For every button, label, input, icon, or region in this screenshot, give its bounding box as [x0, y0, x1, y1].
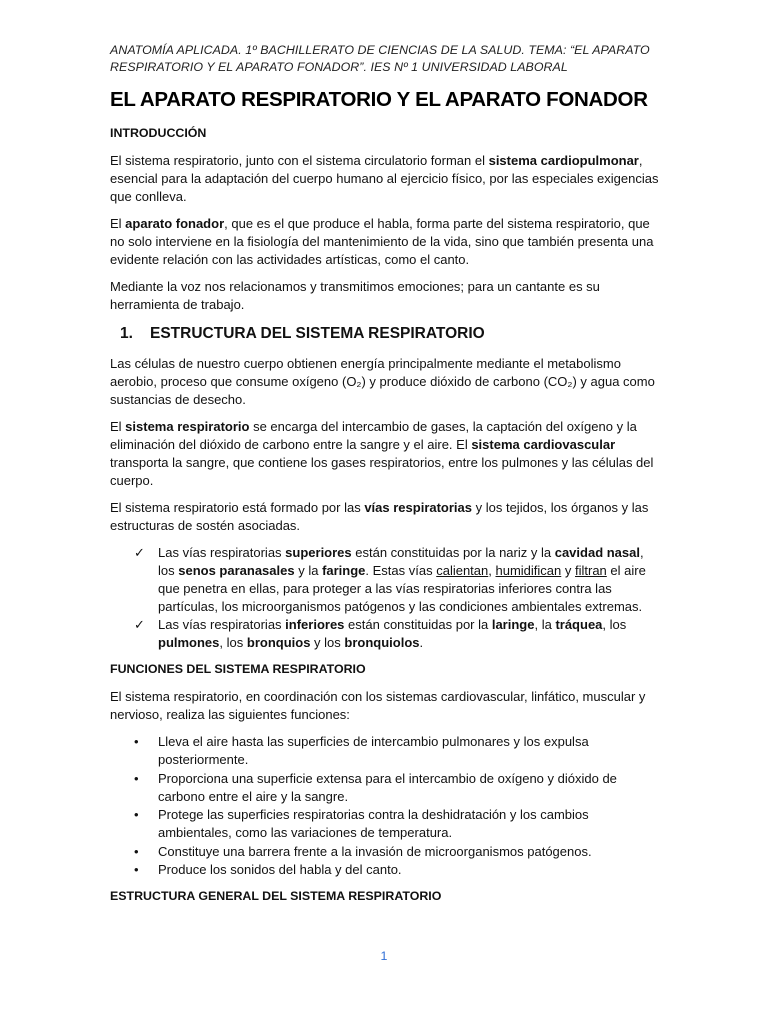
page-number: 1 [380, 949, 388, 963]
introduction-heading: INTRODUCCIÓN [110, 126, 207, 140]
running-header [110, 42, 660, 76]
functions-intro: El sistema respiratorio, en coordinación con los sistemas cardiovascular, linfático, muscular y nervioso, realiza las siguientes funciones: [110, 689, 646, 722]
functions-list [110, 733, 660, 879]
page-content [110, 42, 660, 915]
intro-paragraph: Mediante la voz nos relacionamos y transmitimos emociones; para un cantante es su herramienta de trabajo. [110, 279, 600, 312]
function-item: • Proporciona una superficie extensa para el intercambio de oxígeno y dióxido de carbono entre el aire y la sangre. [134, 770, 617, 804]
checklist-item: ✓ Las vías respiratorias superiores están constituidas por la nariz y la cavidad nasal, los senos paranasales y la faringe. Estas vías calientan, humidifican y filtran el aire que penetra en ellas, para proteger a las vías respiratorias inferiores contra las partículas, los microorganismos patógenos y las condiciones ambientales extremas. [134, 545, 646, 614]
bullet-icon: • [134, 734, 139, 749]
function-item: • Constituye una barrera frente a la invasión de microorganismos patógenos. [134, 843, 592, 859]
body-paragraph: Las células de nuestro cuerpo obtienen energía principalmente mediante el metabolismo aerobio, proceso que consume oxígeno (O₂) y produce dióxido de carbono (CO₂) y agua como sustancias de desecho. [110, 356, 655, 407]
running-header-line: RESPIRATORIO Y EL APARATO FONADOR”. IES Nº 1 UNIVERSIDAD LABORAL [110, 60, 568, 74]
section-number: 1. [120, 325, 133, 342]
general-structure-heading: ESTRUCTURA GENERAL DEL SISTEMA RESPIRATORIO [110, 889, 442, 903]
section-title: ESTRUCTURA DEL SISTEMA RESPIRATORIO [150, 325, 485, 342]
check-icon: ✓ [134, 545, 145, 560]
bullet-icon: • [134, 843, 139, 859]
function-item: • Produce los sonidos del habla y del canto. [134, 862, 402, 877]
bullet-icon: • [134, 770, 139, 786]
function-item: • Lleva el aire hasta las superficies de intercambio pulmonares y los expulsa posteriormente. [134, 734, 589, 767]
section-heading [110, 323, 660, 345]
intro-paragraph: El aparato fonador, que es el que produce el habla, forma parte del sistema respiratorio, que no solo interviene en la fisiología del mantenimiento de la vida, sino que también presenta una evidente relación con las actividades artísticas, como el canto. [110, 216, 654, 267]
check-icon: ✓ [134, 617, 145, 632]
function-item: • Protege las superficies respiratorias contra la deshidratación y los cambios ambientales, como las variaciones de temperatura. [134, 807, 589, 840]
running-header-line: ANATOMÍA APLICADA. 1º BACHILLERATO DE CIENCIAS DE LA SALUD. TEMA: “EL APARATO [110, 43, 650, 57]
intro-paragraph: El sistema respiratorio, junto con el sistema circulatorio forman el sistema cardiopulmonar, esencial para la adaptación del cuerpo humano al ejercicio físico, por las especiales exigencias que conlleva. [110, 153, 659, 204]
checklist-item: ✓ Las vías respiratorias inferiores están constituidas por la laringe, la tráquea, los pulmones, los bronquios y los bronquiolos. [134, 617, 627, 650]
functions-heading: FUNCIONES DEL SISTEMA RESPIRATORIO [110, 662, 366, 676]
body-paragraph: El sistema respiratorio se encarga del intercambio de gases, la captación del oxígeno y la eliminación del dióxido de carbono entre la sangre y el aire. El sistema cardiovascular transporta la sangre, que contiene los gases respiratorios, entre los pulmones y las células del cuerpo. [110, 419, 654, 488]
body-paragraph: El sistema respiratorio está formado por las vías respiratorias y los tejidos, los órganos y las estructuras de sostén asociadas. [110, 500, 649, 533]
document-title: EL APARATO RESPIRATORIO Y EL APARATO FONADOR [110, 88, 648, 111]
checklist [110, 544, 660, 652]
bullet-icon: • [134, 807, 139, 822]
bullet-icon: • [134, 862, 139, 877]
